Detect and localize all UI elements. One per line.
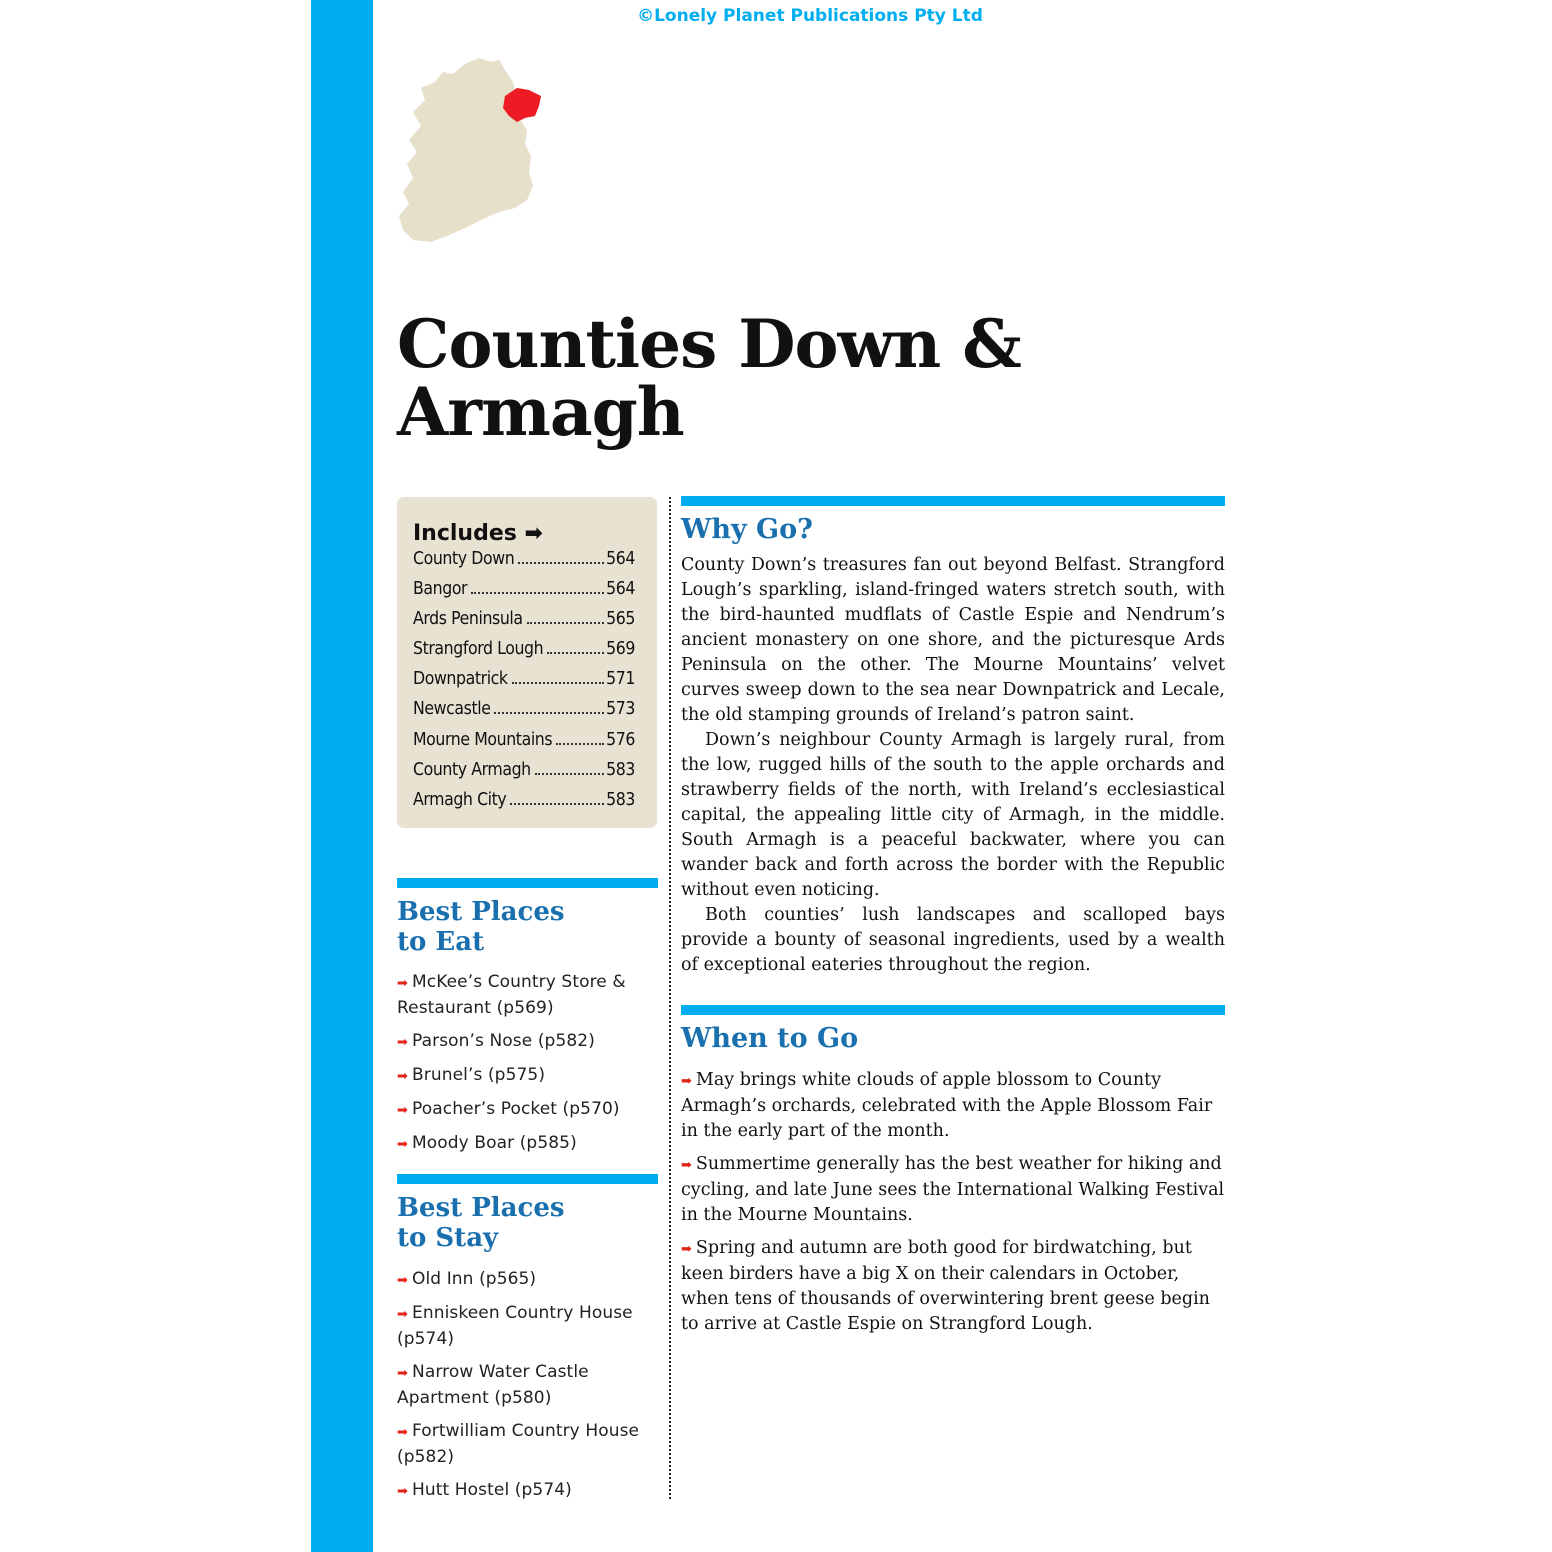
arrow-icon: ➡ [397,1103,408,1118]
arrow-icon: ➡ [397,976,408,991]
leader-dots [518,562,604,564]
list-item [681,1068,1225,1144]
page-edge-color-bar [311,0,373,1552]
section-rule [397,1174,658,1184]
leader-dots [494,712,604,714]
list-item [681,1236,1225,1337]
leader-dots [556,743,604,745]
arrow-icon: ➡ [397,1137,408,1152]
includes-item-page: 573 [606,699,635,720]
column-divider [669,497,671,1499]
list-item-text: Fortwilliam Country House (p582) [397,1421,640,1467]
includes-item-page: 583 [606,759,635,780]
includes-item-name: Mourne Mountains [413,729,553,750]
includes-item[interactable] [413,579,635,609]
why-go-heading: Why Go? [681,514,813,545]
arrow-icon: ➡ [397,1484,408,1499]
when-to-go-list [681,1068,1225,1345]
includes-item-page: 564 [606,549,635,569]
best-stay-list [397,1267,657,1512]
list-item[interactable] [397,1478,657,1504]
list-item[interactable] [397,1097,657,1123]
list-item-text: Poacher’s Pocket (p570) [412,1099,620,1119]
list-item-text: Parson’s Nose (p582) [412,1031,595,1051]
list-item-text: Hutt Hostel (p574) [412,1480,572,1500]
list-item-text: Narrow Water Castle Apartment (p580) [397,1362,589,1408]
arrow-icon: ➡ [397,1069,408,1084]
includes-item-name: Downpatrick [413,669,508,690]
chapter-title-line1: Counties Down & [397,305,1021,383]
best-stay-heading-line1: Best Places [397,1193,565,1223]
list-item-text: Enniskeen Country House (p574) [397,1303,633,1349]
includes-item[interactable] [413,609,635,639]
leader-dots [547,652,604,654]
includes-item-name: Bangor [413,579,468,600]
includes-item[interactable] [413,699,635,729]
includes-box [397,497,657,828]
includes-item[interactable] [413,549,635,579]
list-item[interactable] [397,1063,657,1089]
includes-item-name: County Armagh [413,759,531,780]
includes-item[interactable] [413,639,635,669]
best-stay-heading [397,1193,565,1253]
includes-item[interactable] [413,669,635,699]
arrow-icon: ➡ [397,1035,408,1050]
why-go-paragraph: Both counties’ lush landscapes and scalloped bays provide a bounty of seasonal ingredients, used by a wealth of exceptional eateries throughout the region. [681,905,1225,975]
list-item-text: Summertime generally has the best weather for hiking and cycling, and late June sees the International Walking Festival in the Mourne Mountains. [681,1154,1225,1225]
section-rule [681,1005,1225,1015]
arrow-icon: ➡ [397,1273,408,1288]
arrow-icon: ➡ [681,1242,692,1257]
includes-item-page: 576 [606,729,635,750]
list-item-text: May brings white clouds of apple blossom to County Armagh’s orchards, celebrated with the Apple Blossom Fair in the early part of the month. [681,1070,1213,1141]
includes-item-page: 564 [606,579,635,600]
includes-item-page: 565 [606,609,635,630]
chapter-title-line2: Armagh [397,373,684,451]
leader-dots [471,592,604,594]
best-stay-heading-line2: to Stay [397,1223,499,1253]
arrow-icon: ➡ [397,1366,408,1381]
includes-item-name: Newcastle [413,699,491,720]
list-item-text: McKee’s Country Store & Restaurant (p569) [397,972,626,1018]
chapter-title [397,305,1097,451]
includes-item-name: Ards Peninsula [413,609,523,630]
section-rule [397,878,658,888]
includes-item[interactable] [413,790,635,820]
best-eat-list [397,970,657,1165]
leader-dots [510,803,604,805]
list-item-text: Old Inn (p565) [412,1269,537,1289]
leader-dots [527,622,605,624]
includes-item-name: County Down [413,549,515,569]
when-to-go-heading: When to Go [681,1023,859,1054]
includes-heading: Includes ➡ [413,521,543,546]
arrow-icon: ➡ [397,1307,408,1322]
best-eat-heading [397,897,565,957]
list-item-text: Moody Boar (p585) [412,1133,577,1153]
why-go-paragraph: County Down’s treasures fan out beyond Belfast. Strangford Lough’s sparkling, island-fringed waters stretch south, with the bird-haunted mudflats of Castle Espie and Nendrum’s ancient monastery on one shore, and the picturesque Ards Peninsula on the other. The Mourne Mountains’ velvet curves sweep down to the sea near Downpatrick and Lecale, the old stamping grounds of Ireland’s patron saint. [681,555,1225,725]
list-item[interactable] [397,1360,657,1411]
best-eat-heading-line1: Best Places [397,897,565,927]
list-item[interactable] [397,1029,657,1055]
includes-item[interactable] [413,730,635,760]
includes-item-page: 571 [606,669,635,690]
includes-item-name: Armagh City [413,789,507,810]
includes-list [413,549,635,820]
why-go-paragraph: Down’s neighbour County Armagh is largely rural, from the low, rugged hills of the south to the apple orchards and strawberry fields of the north, with Ireland’s ecclesiastical capital, the appealing little city of Armagh, in the middle. South Armagh is a peaceful backwater, where you can wander back and forth across the border with the Republic without even noticing. [681,730,1225,900]
includes-item-page: 569 [606,639,635,660]
arrow-icon: ➡ [681,1158,692,1173]
includes-item-page: 583 [606,789,635,810]
includes-item-name: Strangford Lough [413,639,544,660]
arrow-icon: ➡ [681,1074,692,1089]
copyright-notice: ©Lonely Planet Publications Pty Ltd [637,6,983,26]
list-item-text: Spring and autumn are both good for birdwatching, but keen birders have a big X on their calendars in October, when tens of thousands of overwintering brent geese begin to arrive at Castle Espie on Strangford Lough. [681,1238,1210,1334]
list-item[interactable] [397,1419,657,1470]
list-item [681,1152,1225,1228]
arrow-icon: ➡ [397,1425,408,1440]
section-rule [681,496,1225,506]
leader-dots [535,773,604,775]
list-item[interactable] [397,970,657,1021]
list-item-text: Brunel’s (p575) [412,1065,546,1085]
includes-item[interactable] [413,760,635,790]
why-go-body [681,553,1225,978]
list-item[interactable] [397,1267,657,1293]
ireland-landmass [399,58,533,242]
leader-dots [512,682,604,684]
ireland-locator-map [395,52,555,247]
list-item[interactable] [397,1301,657,1352]
best-eat-heading-line2: to Eat [397,927,485,957]
list-item[interactable] [397,1131,657,1157]
